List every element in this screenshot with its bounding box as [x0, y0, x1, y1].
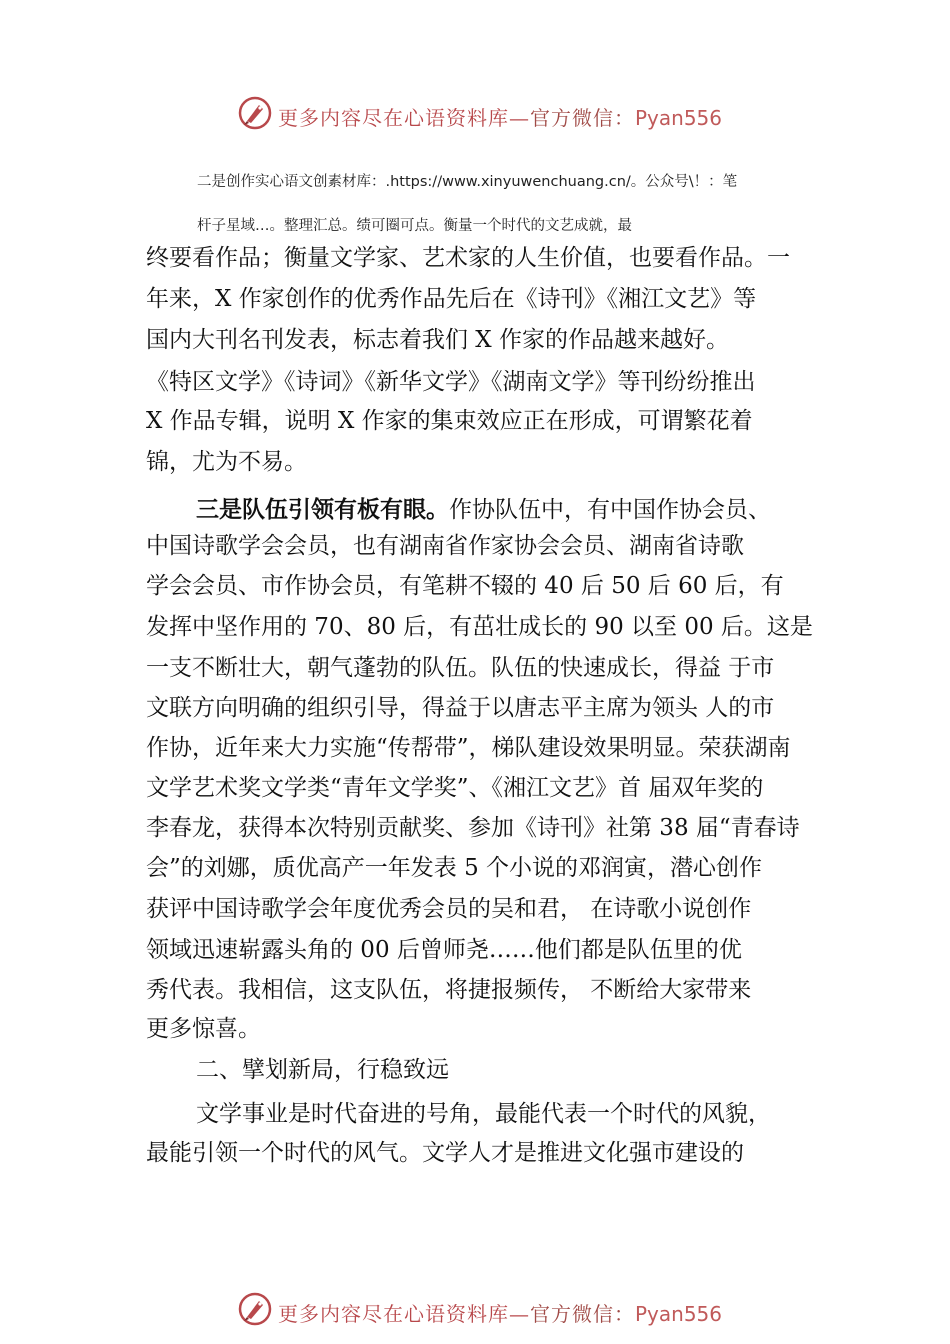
para3-line-1: 中国诗歌学会会员，也有湖南省作家协会会员、湖南省诗歌 — [146, 533, 744, 559]
para3-line-4: 一支不断壮大，朝气蓬勃的队伍。队伍的快速成长，得益 于市 — [146, 655, 775, 681]
notice-line-2: 杆子星域…。整理汇总。绩可圈可点。衡量一个时代的文艺成就，最 — [197, 218, 632, 234]
body-line-3: 国内大刊名刊发表，标志着我们 X 作家的作品越来越好。 — [146, 327, 729, 353]
section-heading: 二、擘划新局，行稳致远 — [196, 1057, 449, 1083]
para3-line-9: 会”的刘娜，质优高产一年发表 5 个小说的邓润寅，潜心创作 — [146, 855, 763, 881]
body-line-6: 锦，尤为不易。 — [146, 449, 307, 475]
footer-banner — [0, 1290, 950, 1330]
body-line-4: 《特区文学》《诗词》《新华文学》《湖南文学》等刊纷纷推出 — [146, 369, 756, 395]
para3-line-3: 发挥中坚作用的 70、80 后，有茁壮成长的 90 以至 00 后。这是 — [146, 614, 813, 640]
para3-line-11: 领域迅速崭露头角的 00 后曾师尧……他们都是队伍里的优 — [146, 937, 742, 963]
para3-heading: 三是队伍引领有板有眼。 — [196, 497, 449, 523]
para3-line-8: 李春龙，获得本次特别贡献奖、参加《诗刊》社第 38 届“青春诗 — [146, 815, 800, 841]
para3-line-13: 更多惊喜。 — [146, 1016, 261, 1042]
para3-line-2: 学会会员、市作协会员，有笔耕不辍的 40 后 50 后 60 后，有 — [146, 573, 784, 599]
final-line-2: 最能引领一个时代的风气。文学人才是推进文化强市建设的 — [146, 1140, 744, 1166]
para3-first-line: 三是队伍引领有板有眼。作协队伍中，有中国作协会员、 — [196, 497, 771, 523]
final-line-1: 文学事业是时代奋进的号角，最能代表一个时代的风貌， — [196, 1101, 771, 1127]
header-banner-text: 更多内容尽在心语资料库—官方微信：Pyan556 — [278, 106, 723, 130]
para3-line-5: 文联方向明确的组织引导，得益于以唐志平主席为领头 人的市 — [146, 695, 775, 721]
notice-line-1: 二是创作实心语文创素材库：.https://www.xinyuwenchuang.cn/。公众号\！：笔 — [197, 174, 738, 190]
body-line-5: X 作品专辑，说明 X 作家的集束效应正在形成，可谓繁花着 — [146, 408, 753, 434]
para3-line-7: 文学艺术奖文学类“青年文学奖”、《湘江文艺》首 届双年奖的 — [146, 775, 764, 801]
body-line-1: 终要看作品；衡量文学家、艺术家的人生价值，也要看作品。一 — [146, 245, 790, 271]
body-line-2: 年来，X 作家创作的优秀作品先后在《诗刊》《湘江文艺》等 — [146, 286, 757, 312]
header-banner — [0, 94, 950, 134]
para3-line-6: 作协，近年来大力实施“传帮带”，梯队建设效果明显。荣获湖南 — [146, 735, 791, 761]
para3-line-10: 获评中国诗歌学会年度优秀会员的吴和君， 在诗歌小说创作 — [146, 896, 752, 922]
fountain-pen-logo-icon — [238, 1292, 272, 1326]
footer-banner-text: 更多内容尽在心语资料库—官方微信：Pyan556 — [278, 1302, 723, 1326]
para3-line-12: 秀代表。我相信，这支队伍，将捷报频传， 不断给大家带来 — [146, 977, 752, 1003]
fountain-pen-logo-icon — [238, 96, 272, 130]
